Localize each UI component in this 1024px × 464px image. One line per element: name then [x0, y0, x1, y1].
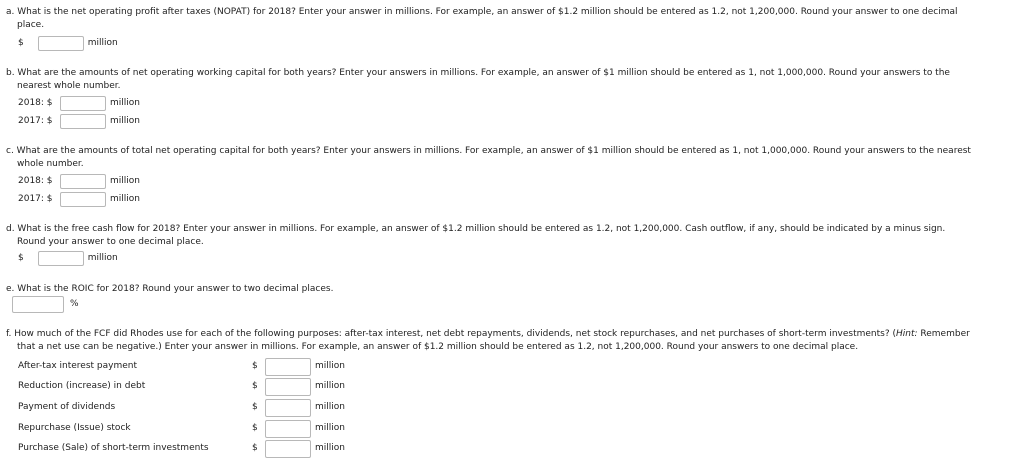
question-a-text-cont: place. [17, 20, 45, 30]
percent-label: % [70, 299, 79, 309]
question-a [0, 6, 1020, 32]
question-f-hint-tail: Remember [917, 329, 970, 339]
unit-label: million [315, 361, 345, 371]
question-d-text: d. What is the free cash flow for 2018? Enter your answer in millions. For example, an answer of $1.2 million should be entered as 1.2, not 1,200,000. Cash outflow, if any, should be indicated by a minus sign. [6, 224, 946, 234]
question-c-text-cont: whole number. [17, 159, 84, 169]
currency-label: $ [18, 253, 24, 263]
answer-d-row [18, 248, 118, 268]
row-label: Purchase (Sale) of short-term investments [18, 443, 209, 453]
unit-label: million [315, 402, 345, 412]
unit-label: million [87, 253, 118, 263]
question-d [0, 223, 1020, 249]
answer-c-row-2018 [18, 171, 140, 191]
currency-label: $ [252, 381, 258, 391]
answer-b-row-2018 [18, 93, 140, 113]
row-label: Reduction (increase) in debt [18, 381, 146, 391]
hint-label: Hint: [895, 329, 918, 339]
question-e-text: e. What is the ROIC for 2018? Round your answer to two decimal places. [6, 284, 334, 294]
answer-c-row-2017 [18, 189, 140, 209]
debt-reduction-input[interactable] [265, 378, 311, 396]
question-c [0, 145, 1020, 171]
nowc-2017-input[interactable] [60, 114, 106, 129]
fcf-use-row [0, 419, 360, 439]
question-d-text-cont: Round your answer to one decimal place. [17, 237, 204, 247]
unit-label: million [110, 116, 140, 126]
unit-label: million [315, 423, 345, 433]
fcf-use-row [0, 377, 360, 397]
answer-b-row-2017 [18, 111, 140, 131]
question-e [0, 283, 1020, 296]
fcf-use-row [0, 398, 360, 418]
question-f [0, 328, 1024, 354]
row-label: Payment of dividends [18, 402, 116, 412]
question-b [0, 67, 1020, 93]
question-a-text: a. What is the net operating profit after taxes (NOPAT) for 2018? Enter your answer in millions. For example, an answer of $1.2 million should be entered as 1.2, not 1,200,000. Round your answer to one decimal [6, 7, 958, 17]
unit-label: million [87, 38, 118, 48]
year-label: 2017: $ [18, 116, 53, 126]
question-b-text: b. What are the amounts of net operating working capital for both years? Enter your answers in millions. For example, an answer of $1 million should be entered as 1, not 1,000,000. Round your answers to the [6, 68, 950, 78]
short-term-investments-input[interactable] [265, 440, 311, 458]
row-label: Repurchase (Issue) stock [18, 423, 131, 433]
question-b-text-cont: nearest whole number. [17, 81, 121, 91]
question-f-text-cont: that a net use can be negative.) Enter your answer in millions. For example, an answer of $1.2 million should be entered as 1.2, not 1,200,000. Round your answers to one decimal place. [17, 342, 859, 352]
roic-input[interactable] [12, 296, 64, 313]
currency-label: $ [252, 423, 258, 433]
unit-label: million [110, 98, 140, 108]
toc-2017-input[interactable] [60, 192, 106, 207]
fcf-use-row [0, 357, 360, 377]
year-label: 2017: $ [18, 194, 53, 204]
fcf-use-row [0, 439, 360, 459]
unit-label: million [315, 443, 345, 453]
toc-2018-input[interactable] [60, 174, 106, 189]
fcf-input[interactable] [38, 251, 84, 266]
question-c-text: c. What are the amounts of total net operating capital for both years? Enter your answers in millions. For example, an answer of $1 million should be entered as 1, not 1,000,000. Round your answers to the nearest [6, 146, 971, 156]
answer-e-row [12, 294, 79, 314]
unit-label: million [110, 176, 140, 186]
answer-a-row [18, 33, 118, 53]
dividends-input[interactable] [265, 399, 311, 417]
row-label: After-tax interest payment [18, 361, 137, 371]
unit-label: million [110, 194, 140, 204]
stock-repurchase-input[interactable] [265, 420, 311, 438]
currency-label: $ [252, 443, 258, 453]
nowc-2018-input[interactable] [60, 96, 106, 111]
currency-label: $ [18, 38, 24, 48]
year-label: 2018: $ [18, 176, 53, 186]
year-label: 2018: $ [18, 98, 53, 108]
currency-label: $ [252, 402, 258, 412]
question-f-text: f. How much of the FCF did Rhodes use for each of the following purposes: after-tax interest, net debt repayments, dividends, net stock repurchases, and net purchases of short-term investments? ( [6, 329, 896, 339]
unit-label: million [315, 381, 345, 391]
currency-label: $ [252, 361, 258, 371]
after-tax-interest-input[interactable] [265, 358, 311, 376]
nopat-input[interactable] [38, 36, 84, 51]
